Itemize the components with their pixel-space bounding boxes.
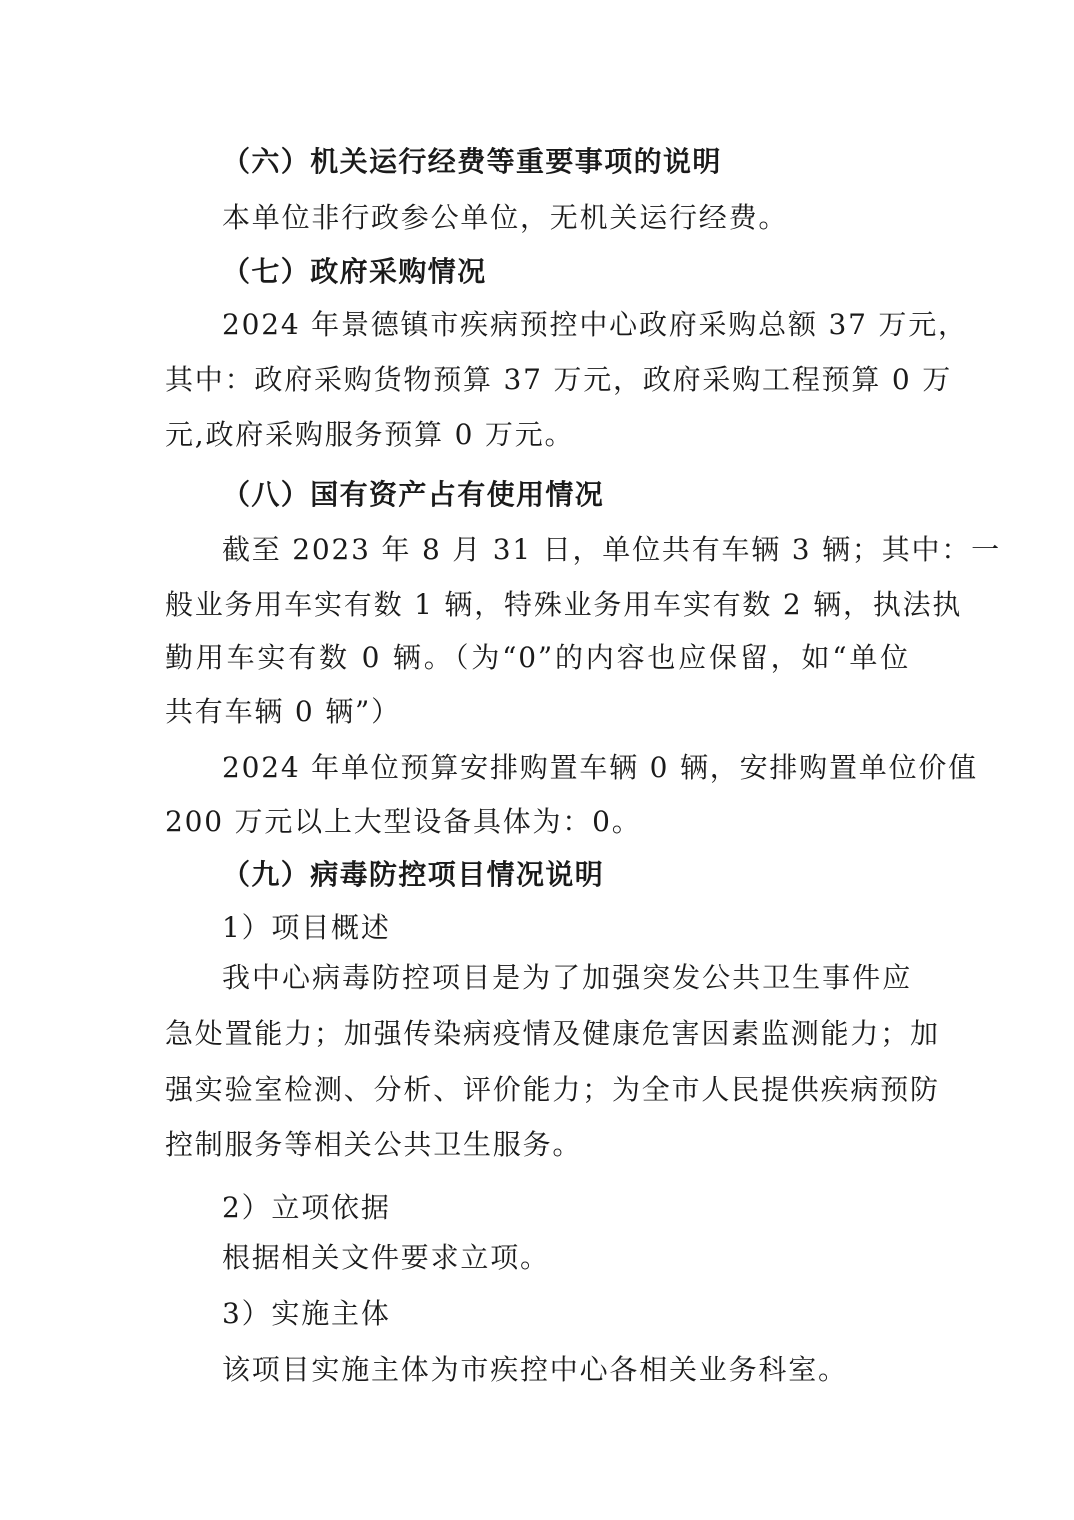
section-heading-6: （六）机关运行经费等重要事项的说明 bbox=[222, 145, 722, 178]
section-heading-8: （八）国有资产占有使用情况 bbox=[222, 478, 605, 511]
paragraph-line: 控制服务等相关公共卫生服务。 bbox=[165, 1128, 583, 1161]
item-title: 1）项目概述 bbox=[222, 911, 391, 944]
item-title: 2）立项依据 bbox=[222, 1191, 391, 1224]
section-heading-9: （九）病毒防控项目情况说明 bbox=[222, 858, 605, 891]
paragraph-line: 共有车辆 0 辆”） bbox=[165, 695, 401, 728]
section-heading-7: （七）政府采购情况 bbox=[222, 255, 487, 288]
paragraph-line: 元,政府采购服务预算 0 万元。 bbox=[165, 418, 575, 451]
item-title: 3）实施主体 bbox=[222, 1297, 391, 1330]
paragraph-line: 截至 2023 年 8 月 31 日，单位共有车辆 3 辆；其中：一 bbox=[222, 533, 1001, 566]
paragraph-line: 2024 年景德镇市疾病预控中心政府采购总额 37 万元， bbox=[222, 308, 968, 341]
paragraph-line: 强实验室检测、分析、评价能力；为全市人民提供疾病预防 bbox=[165, 1073, 940, 1106]
paragraph-line: 我中心病毒防控项目是为了加强突发公共卫生事件应 bbox=[222, 961, 912, 994]
paragraph-line: 急处置能力；加强传染病疫情及健康危害因素监测能力；加 bbox=[165, 1017, 940, 1050]
paragraph-line: 2024 年单位预算安排购置车辆 0 辆，安排购置单位价值 bbox=[222, 751, 978, 784]
paragraph-line: 200 万元以上大型设备具体为：0。 bbox=[165, 805, 642, 838]
paragraph-line: 其中：政府采购货物预算 37 万元，政府采购工程预算 0 万 bbox=[165, 363, 953, 396]
paragraph-text: 该项目实施主体为市疾控中心各相关业务科室。 bbox=[222, 1353, 848, 1386]
paragraph-text: 根据相关文件要求立项。 bbox=[222, 1241, 550, 1274]
paragraph-line: 勤用车实有数 0 辆。（为“0”的内容也应保留，如“单位 bbox=[165, 641, 910, 674]
paragraph-line: 般业务用车实有数 1 辆，特殊业务用车实有数 2 辆，执法执 bbox=[165, 588, 963, 621]
paragraph-text: 本单位非行政参公单位，无机关运行经费。 bbox=[222, 201, 789, 234]
